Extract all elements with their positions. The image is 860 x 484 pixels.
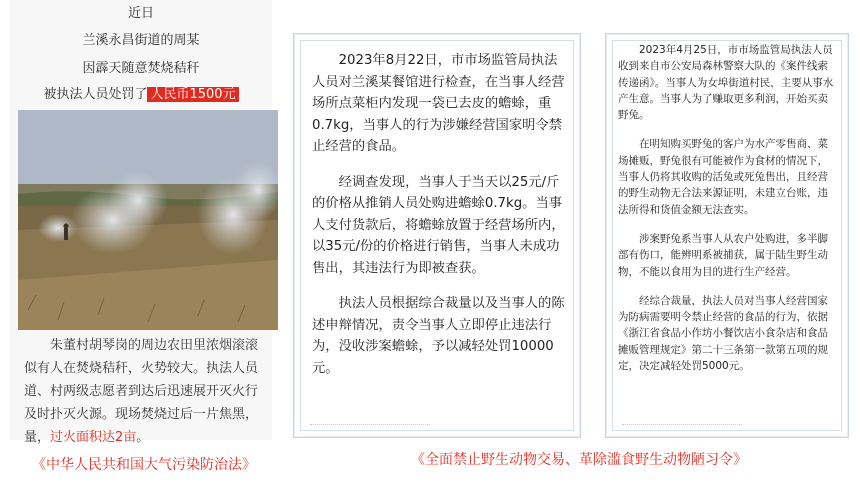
toad-case-card	[293, 33, 581, 438]
rabbit-case-card	[605, 33, 849, 438]
rabbit-case-paragraph-4: 经综合裁量，执法人员对当事人经营国家为防病需要明令禁止经营的食品的行为，依据《浙江省食品小作坊小餐饮店小食杂店和食品摊贩管理规定》第二十三条第一款第五项的规定，决定减轻处罚5000元。	[618, 294, 828, 373]
toad-case-paragraph-3: 执法人员根据综合裁量以及当事人的陈述申辩情况，责令当事人立即停止违法行为，没收涉案蟾蜍，予以减轻处罚10000元。	[312, 296, 565, 376]
penalty-line	[10, 81, 272, 109]
headline-line-1: 近日	[127, 6, 154, 21]
rabbit-case-paragraph-1: 2023年4月25日，市市场监管局执法人员收到来自市公安局森林警察大队的《案件线索传递函》。当事人为女埠街道村民，主要从事水产生意。当事人为了赚取更多利润，开始买卖野兔。	[618, 44, 834, 122]
rabbit-case-paragraph-3: 涉案野兔系当事人从农户处购进，多半脚部有伤口，能辨明系被捕获，属于陆生野生动物，不能以食用为目的进行生产经营。	[618, 232, 828, 278]
headline-line-2: 兰溪永昌街道的周某	[82, 33, 200, 48]
burning-field-illustration	[18, 110, 278, 330]
toad-case-paragraph-2: 经调查发现，当事人于当天以25元/斤的价格从推销人员处购进蟾蜍0.7kg。当事人支付货款后，将蟾蜍放置于经营场所内，以35元/份的价格进行销售，当事人未成功售出，其违法行为即被查获。	[312, 174, 565, 276]
air-pollution-law-title: 《中华人民共和国大气污染防治法》	[32, 457, 256, 473]
penalty-prefix: 被执法人员处罚了	[43, 87, 148, 102]
story-last-prefix: 量，	[24, 430, 51, 445]
story-text	[24, 334, 276, 449]
story-line-3: 道、村两级志愿者到达后迅速展开灭火行	[24, 384, 259, 399]
rabbit-case-paragraph-2: 在明知购买野兔的客户为水产零售商、菜场摊贩，野兔很有可能被作为食材的情况下，当事人仍将其收购的活兔或死兔售出，且经营的野生动物无合法来源证明，未建立台账，违法所得和货值金额无法查实。	[618, 138, 828, 216]
left-article	[10, 0, 272, 445]
toad-case-paragraph-1: 2023年8月22日，市市场监管局执法人员对兰溪某餐馆进行检查，在当事人经营场所点菜柜内发现一袋已去皮的蟾蜍，重0.7kg，当事人的行为涉嫌经营国家明令禁止经营的食品。	[312, 53, 565, 154]
toad-case-text	[312, 50, 566, 393]
card-footer-rule	[310, 424, 430, 427]
story-last-suffix: 。	[136, 430, 150, 445]
burning-field-photo	[18, 110, 278, 330]
story-line-4: 及时扑灭火源。现场焚烧过后一片焦黑，	[24, 407, 259, 422]
burned-area-highlight: 过火面积达2亩	[50, 430, 137, 445]
penalty-amount: 人民币1500元	[147, 87, 238, 102]
story-line-5	[24, 426, 276, 449]
story-line-1: 朱董村胡琴岗的周边农田里浓烟滚滚	[50, 338, 259, 353]
wildlife-trade-ban-title: 《全面禁止野生动物交易、革除滥食野生动物陋习令》	[411, 452, 747, 468]
story-line-2: 似有人在焚烧秸秆，火势较大。执法人员	[24, 361, 259, 376]
card-footer-rule	[622, 424, 742, 427]
headline-line-3: 因霹天随意焚烧秸秆	[82, 61, 200, 76]
rabbit-case-text	[618, 42, 838, 387]
